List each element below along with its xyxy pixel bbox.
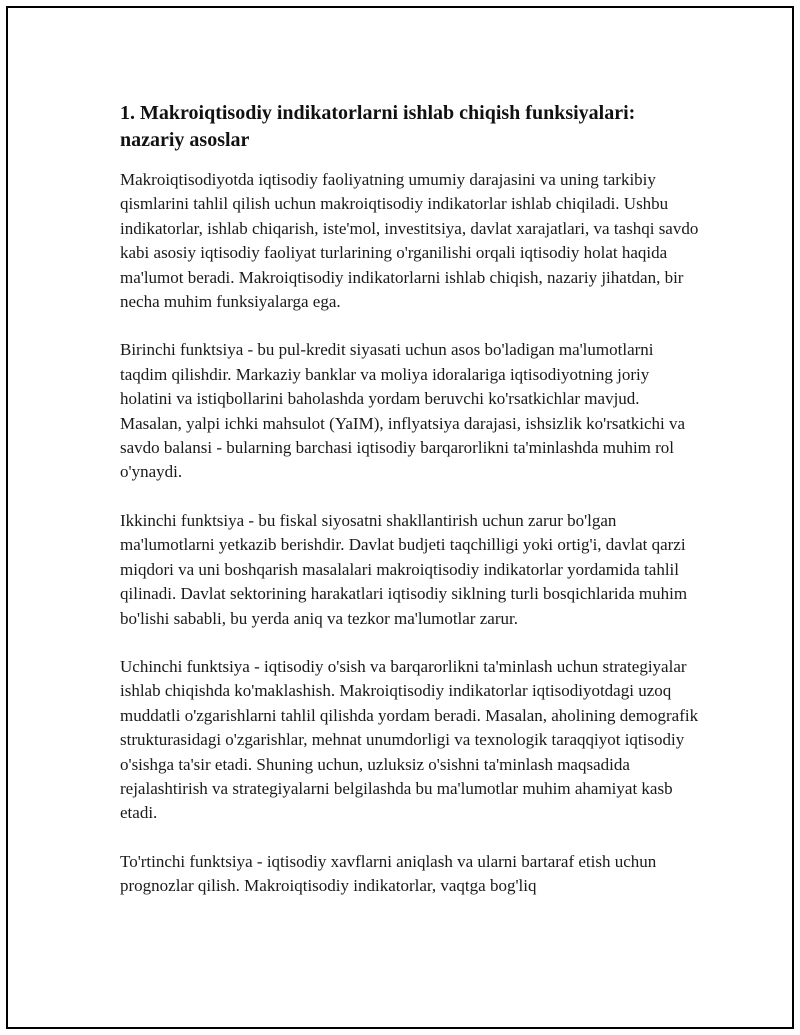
- document-body: [120, 100, 700, 923]
- paragraph-second-function: Ikkinchi funktsiya - bu fiskal siyosatni shakllantirish uchun zarur bo'lgan ma'lumotlarni yetkazib berishdir. Davlat budjeti taqchilligi yoki ortig'i, davlat qarzi miqdori va uni boshqarish masalalari makroiqtisodiy indikatorlar yordamida tahlil qilinadi. Davlat sektorining harakatlari iqtisodiy siklning turli bosqichlarida muhim bo'lishi sababli, bu yerda aniq va tezkor ma'lumotlar zarur.: [120, 510, 688, 628]
- page-frame: [6, 6, 794, 1029]
- paragraph-first-function: Birinchi funktsiya - bu pul-kredit siyasati uchun asos bo'ladigan ma'lumotlarni taqdim qilishdir. Markaziy banklar va moliya idoralariga iqtisodiyotning joriy holatini va istiqbollarini baholashda yordam beruvchi ko'rsatkichlar mavjud. Masalan, yalpi ichki mahsulot (YaIM), inflyatsiya darajasi, ishsizlik ko'rsatkichi va savdo balansi - bularning barchasi iqtisodiy barqarorlikni ta'minlashda muhim rol o'ynaydi.: [120, 340, 686, 482]
- paragraph-third-function: Uchinchi funktsiya - iqtisodiy o'sish va barqarorlikni ta'minlash uchun strategiyalar ishlab chiqishda ko'maklashish. Makroiqtisodiy indikatorlar iqtisodiyotdagi uzoq muddatli o'zgarishlarni tahlil qilishda yordam beradi. Masalan, aholining demografik strukturasidagi o'zgarishlar, mehnat unumdorligi va texnologik taraqqiyot iqtisodiy o'sishga ta'sir etadi. Shuning uchun, uzluksiz o'sishni ta'minlash maqsadida rejalashtirish va strategiyalarni belgilashda bu ma'lumotlar muhim ahamiyat kasb etadi.: [120, 656, 699, 823]
- section-heading: 1. Makroiqtisodiy indikatorlarni ishlab chiqish funksiyalari: nazariy asoslar: [120, 102, 636, 151]
- paragraph-intro: Makroiqtisodiyotda iqtisodiy faoliyatning umumiy darajasini va uning tarkibiy qismlarini tahlil qilish uchun makroiqtisodiy indikatorlar ishlab chiqiladi. Ushbu indikatorlar, ishlab chiqarish, iste'mol, investitsiya, davlat xarajatlari, va tashqi savdo kabi asosiy iqtisodiy faoliyat turlarining o'rganilishi orqali iqtisodiy holat haqida ma'lumot beradi. Makroiqtisodiy indikatorlarni ishlab chiqish, nazariy jihatdan, bir necha muhim funksiyalarga ega.: [120, 170, 699, 312]
- paragraph-fourth-function: To'rtinchi funktsiya - iqtisodiy xavflarni aniqlash va ularni bartaraf etish uchun prognozlar qilish. Makroiqtisodiy indikatorlar, vaqtga bog'liq: [120, 851, 657, 896]
